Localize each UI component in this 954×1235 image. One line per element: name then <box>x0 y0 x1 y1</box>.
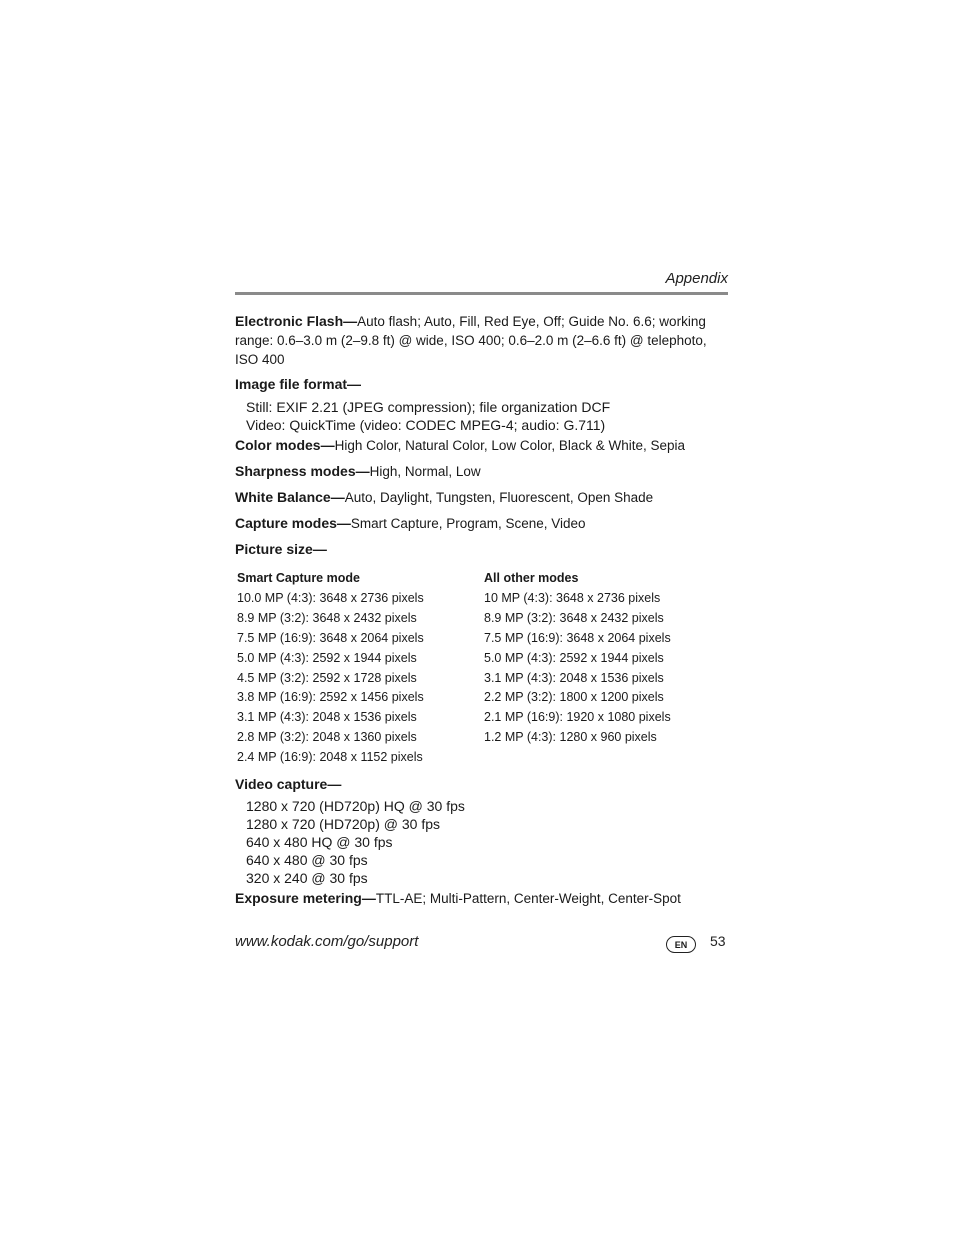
table-row <box>237 628 671 648</box>
table-cell: 5.0 MP (4:3): 2592 x 1944 pixels <box>237 650 417 665</box>
table-cell: 7.5 MP (16:9): 3648 x 2064 pixels <box>484 630 671 645</box>
spec-label: Electronic Flash— <box>235 313 358 329</box>
table-row <box>237 707 671 727</box>
spec-label: Image file format— <box>235 376 362 392</box>
table-row <box>237 648 671 668</box>
table-cell: 2.4 MP (16:9): 2048 x 1152 pixels <box>237 750 423 765</box>
spec-label: Video capture— <box>235 776 342 793</box>
table-row <box>237 668 671 688</box>
table-cell: 8.9 MP (3:2): 3648 x 2432 pixels <box>237 610 417 625</box>
spec-value: Smart Capture, Program, Scene, Video <box>350 516 586 531</box>
spec-detail-line: Still: EXIF 2.21 (JPEG compression); file organization DCF <box>246 399 611 415</box>
table-row <box>237 608 671 628</box>
page-number: 53 <box>710 933 726 949</box>
table-cell: 10 MP (4:3): 3648 x 2736 pixels <box>484 590 661 605</box>
table-cell: 2.2 MP (3:2): 1800 x 1200 pixels <box>484 690 664 705</box>
spec-label: Exposure metering— <box>235 890 376 907</box>
column-header: All other modes <box>484 571 579 585</box>
section-title: Appendix <box>665 270 728 287</box>
support-link[interactable]: www.kodak.com/go/support <box>235 933 419 950</box>
spec-detail-line: 640 x 480 HQ @ 30 fps <box>246 834 393 851</box>
spec-list <box>235 312 728 908</box>
spec-value: High Color, Natural Color, Low Color, Black & White, Sepia <box>334 438 685 453</box>
spec-picture-size <box>235 540 728 558</box>
spec-label: Sharpness modes— <box>235 463 370 479</box>
spec-exposure-metering <box>235 889 728 908</box>
table-cell <box>484 747 671 767</box>
table-cell: 5.0 MP (4:3): 2592 x 1944 pixels <box>484 650 664 665</box>
spec-value: Auto flash; Auto, Fill, Red Eye, Off; Guide No. 6.6; working range: 0.6–3.0 m (2–9.8 ft) @ wide, ISO 400; 0.6–2.0 m (2–6.6 ft) @ telephoto, ISO 400 <box>235 314 707 367</box>
table-cell: 1.2 MP (4:3): 1280 x 960 pixels <box>484 730 657 745</box>
spec-value: High, Normal, Low <box>369 464 481 479</box>
language-badge: EN <box>666 936 696 953</box>
table-cell: 7.5 MP (16:9): 3648 x 2064 pixels <box>237 630 424 645</box>
spec-detail-line: Video: QuickTime (video: CODEC MPEG-4; audio: G.711) <box>246 417 606 433</box>
spec-label: White Balance— <box>235 489 345 505</box>
table-row <box>237 687 671 707</box>
table-cell: 3.1 MP (4:3): 2048 x 1536 pixels <box>484 670 664 685</box>
table-cell: 2.1 MP (16:9): 1920 x 1080 pixels <box>484 710 671 725</box>
spec-label: Picture size— <box>235 541 327 557</box>
spec-file-format <box>235 375 728 393</box>
spec-label: Color modes— <box>235 437 335 453</box>
spec-color <box>235 436 728 455</box>
spec-label: Capture modes— <box>235 515 351 531</box>
spec-detail-line: 1280 x 720 (HD720p) HQ @ 30 fps <box>246 798 465 815</box>
spec-video-capture <box>235 775 728 793</box>
header-divider <box>235 292 728 295</box>
spec-capture <box>235 514 728 533</box>
table-row <box>237 727 671 747</box>
spec-sharpness <box>235 462 728 481</box>
table-row <box>237 588 671 608</box>
spec-white-balance <box>235 488 728 507</box>
spec-value: TTL-AE; Multi-Pattern, Center-Weight, Center-Spot <box>375 891 681 907</box>
spec-detail-line: 320 x 240 @ 30 fps <box>246 870 368 887</box>
picture-size-table <box>237 568 671 767</box>
table-cell: 2.8 MP (3:2): 2048 x 1360 pixels <box>237 730 417 745</box>
spec-value: Auto, Daylight, Tungsten, Fluorescent, Open Shade <box>344 490 654 505</box>
column-header: Smart Capture mode <box>237 571 360 585</box>
table-row <box>237 747 671 767</box>
table-cell: 4.5 MP (3:2): 2592 x 1728 pixels <box>237 670 417 685</box>
spec-detail-line: 1280 x 720 (HD720p) @ 30 fps <box>246 816 440 833</box>
table-cell: 10.0 MP (4:3): 3648 x 2736 pixels <box>237 590 424 605</box>
table-cell: 3.1 MP (4:3): 2048 x 1536 pixels <box>237 710 417 725</box>
spec-detail-line: 640 x 480 @ 30 fps <box>246 852 368 869</box>
table-header-row <box>237 568 671 588</box>
spec-flash <box>235 312 728 369</box>
table-cell: 3.8 MP (16:9): 2592 x 1456 pixels <box>237 690 424 705</box>
table-cell: 8.9 MP (3:2): 3648 x 2432 pixels <box>484 610 664 625</box>
